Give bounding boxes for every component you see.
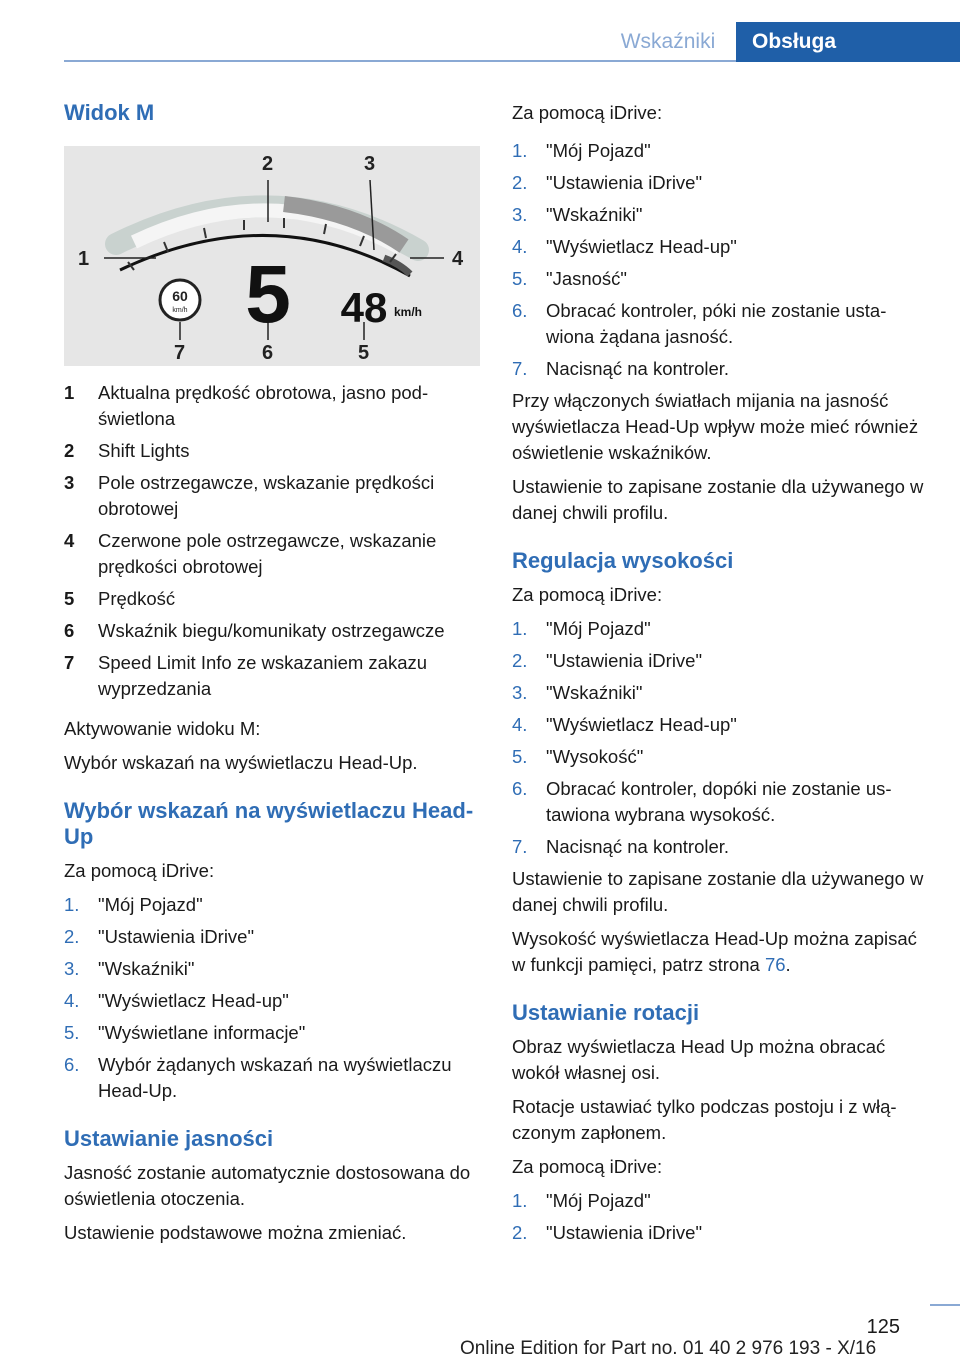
rotation-text: Obraz wyświetlacza Head Up można obracać wokół własnej osi.: [512, 1036, 886, 1083]
list-item: 2. "Ustawienia iDrive": [64, 926, 255, 947]
list-item: 7. Nacisnąć na kontroler.: [512, 358, 730, 379]
legend-item: 7 Speed Limit Info ze wskazaniem zakazu wyprzedzania: [64, 652, 428, 699]
footer-rule: [930, 1304, 960, 1306]
list-item: 4. "Wyświetlacz Head-up": [512, 236, 737, 257]
activate-label: Aktywowanie widoku M:: [64, 718, 261, 739]
svg-text:km/h: km/h: [172, 307, 188, 314]
callout-2: 2: [262, 153, 274, 175]
list-item: 1. "Mój Pojazd": [512, 1190, 651, 1211]
callout-1: 1: [78, 248, 90, 270]
page-number: 125: [866, 1316, 900, 1338]
figure-legend: [64, 380, 480, 702]
list-item: 6. Wybór żądanych wskazań na wyświetlaczu Head-Up.: [64, 1054, 452, 1101]
list-item: 2. "Ustawienia iDrive": [512, 650, 703, 671]
brightness-basic-text: Ustawienie podstawowe można zmieniać.: [64, 1222, 407, 1243]
legend-item: 6 Wskaźnik biegu/komunikaty ostrzegawcze: [64, 620, 445, 641]
callout-7: 7: [174, 342, 186, 364]
list-item: 1. "Mój Pojazd": [512, 618, 651, 639]
height-profile-text: Ustawienie to zapisane zostanie dla używanego w danej chwili profilu.: [512, 868, 924, 915]
list-item: 5. "Wysokość": [512, 746, 644, 767]
brightness-auto-text: Jasność zostanie automatycznie dostosowana do oświetlenia otoczenia.: [64, 1162, 471, 1209]
heading-brightness: Ustawianie jasności: [64, 1126, 274, 1151]
legend-item: 3 Pole ostrzegawcze, wskazanie prędkości obrotowej: [64, 472, 435, 519]
list-item: 1. "Mój Pojazd": [512, 140, 651, 161]
steps-brightness: [512, 138, 927, 382]
via-idrive-text: Za pomocą iDrive:: [64, 860, 215, 881]
edition-footer: Online Edition for Part no. 01 40 2 976 193 - X/16: [460, 1338, 877, 1359]
list-item: 4. "Wyświetlacz Head-up": [512, 714, 737, 735]
list-item: 2. "Ustawienia iDrive": [512, 1222, 703, 1243]
brightness-lights-text: Przy włączonych światłach mijania na jasność wyświetlacza Head-Up wpływ może mieć również oświetlenie wskaźników.: [512, 390, 919, 463]
list-item: 6. Obracać kontroler, póki nie zostanie ustawiona żądana jasność.: [512, 300, 887, 347]
callout-3: 3: [364, 153, 376, 175]
left-column: [64, 100, 480, 1246]
gear-indicator: 5: [245, 249, 291, 340]
svg-text:60: 60: [172, 288, 188, 304]
steps-rotation: [512, 1188, 927, 1246]
callout-4: 4: [452, 248, 464, 270]
brightness-profile-text: Ustawienie to zapisane zostanie dla używanego w danej chwili profilu.: [512, 476, 924, 523]
hud-m-view-figure: [64, 146, 480, 366]
section-tab-wskazniki[interactable]: Wskaźniki: [620, 30, 716, 53]
steps-select-display: [64, 892, 480, 1104]
activate-text: Wybór wskazań na wyświetlaczu Head-Up.: [64, 752, 418, 773]
via-idrive-text: Za pomocą iDrive:: [512, 102, 663, 123]
via-idrive-text: Za pomocą iDrive:: [512, 1156, 663, 1177]
rotation-condition-text: Rotacje ustawiać tylko podczas postoju i z włączonym zapłonem.: [512, 1096, 897, 1143]
list-item: 3. "Wskaźniki": [512, 204, 643, 225]
heading-height: Regulacja wysokości: [512, 548, 734, 573]
height-memory-text: Wysokość wyświetlacza Head-Up można zapisać w funkcji pamięci, patrz strona 76.: [512, 928, 917, 975]
steps-height: [512, 616, 927, 860]
heading-select-display: Wybór wskazań na wyświetlaczu Head-Up: [64, 798, 474, 849]
list-item: 5. "Wyświetlane informacje": [64, 1022, 306, 1043]
heading-m-view: Widok M: [64, 100, 155, 125]
callout-5: 5: [358, 342, 370, 364]
list-item: 4. "Wyświetlacz Head-up": [64, 990, 289, 1011]
speed-limit-sign-icon: [160, 280, 200, 320]
list-item: 2. "Ustawienia iDrive": [512, 172, 703, 193]
page-link-76[interactable]: 76: [764, 954, 786, 975]
list-item: 3. "Wskaźniki": [512, 682, 643, 703]
list-item: 3. "Wskaźniki": [64, 958, 195, 979]
list-item: 7. Nacisnąć na kontroler.: [512, 836, 730, 857]
list-item: 1. "Mój Pojazd": [64, 894, 203, 915]
callout-6: 6: [262, 342, 274, 364]
legend-item: 2 Shift Lights: [64, 440, 190, 461]
list-item: 6. Obracać kontroler, dopóki nie zostanie ustawiona wybrana wysokość.: [512, 778, 892, 825]
heading-rotation: Ustawianie rotacji: [512, 1000, 700, 1025]
section-tab-obsluga[interactable]: Obsługa: [736, 22, 960, 62]
list-item: 5. "Jasność": [512, 268, 628, 289]
legend-item: 1 Aktualna prędkość obrotowa, jasno podświetlona: [64, 382, 429, 429]
speed-unit: km/h: [394, 305, 423, 319]
via-idrive-text: Za pomocą iDrive:: [512, 584, 663, 605]
legend-item: 4 Czerwone pole ostrzegawcze, wskazanie prędkości obrotowej: [64, 530, 437, 577]
speed-value: 48: [340, 284, 388, 331]
legend-item: 5 Prędkość: [64, 588, 176, 609]
right-column: [512, 100, 927, 1252]
